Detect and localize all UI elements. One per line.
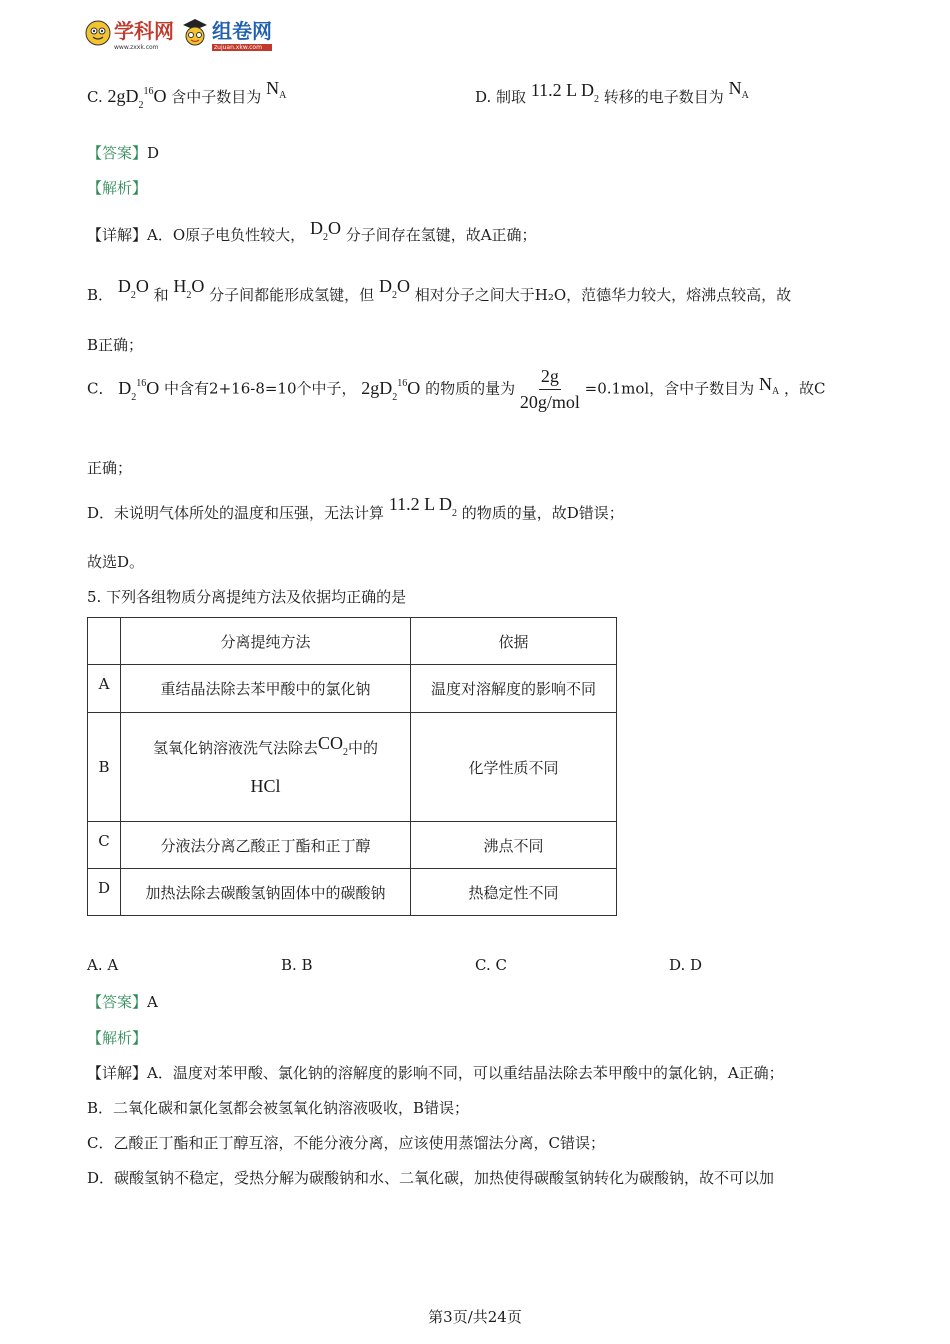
q4-detail-a-post: 分子间存在氢键，故A正确； [345,226,537,244]
q5-detail-a-text: A．温度对苯甲酸、氯化钠的溶解度的影响不同，可以重结晶法除去苯甲酸中的氯化钠，A正确； [147,1064,784,1082]
q4-analysis-tag: 【解析】 [87,179,148,197]
hcl-formula: HCl [250,776,281,796]
d2-volume-formula: 11.2 L $D_2$ [388,494,457,519]
table-header-cell: 分离提纯方法 [121,618,411,665]
fraction-numerator: 2g [539,366,561,390]
q4-option-d-label: D. 制取 [475,88,527,106]
table-header-cell [88,618,121,665]
q4-option-d-na: $N_A$ [728,78,749,101]
q4-detail-c-end: ，故C [783,379,826,398]
q4-option-c-label: C. [87,88,103,106]
row-method: 分液法分离乙酸正丁酯和正丁醇 [121,822,411,869]
answer-tag: 【答案】 [87,993,148,1011]
row-label: B [88,713,121,822]
q5-detail-d: D．碳酸氢钠不稳定，受热分解为碳酸钠和水、二氧化碳，加热使得碳酸氢钠转化为碳酸钠，故不可以加 [87,1169,775,1187]
logo2-url: zujuan.xkw.com [212,44,272,51]
q4-detail-b-post: 相对分子之间大于H₂O，范德华力较大，熔沸点较高，故 [414,286,792,304]
q4-option-c [87,78,287,111]
table-row [88,869,617,916]
mass-formula: $2gD_2^{16}O$ [361,377,421,403]
q5-option-c: C. C [475,956,507,974]
table-header-cell: 依据 [411,618,617,665]
table-header-row [88,618,617,665]
logo-mascot-icon [180,17,210,49]
page-number: 第3页/共24页 [428,1308,522,1326]
d2o-formula: $D_2O$ [117,276,149,301]
row-basis: 热稳定性不同 [411,869,617,916]
table-row [88,822,617,869]
h2o-formula: $H_2O$ [173,276,205,301]
row-method-post: 中的 [348,739,379,757]
answer-value: A [147,993,158,1011]
logo1-text: 学科网 [114,19,174,43]
q5-option-a: A. A [87,956,119,974]
header-logo [85,14,272,52]
row-method: 加热法除去碳酸氢钠固体中的碳酸钠 [121,869,411,916]
row-basis: 温度对溶解度的影响不同 [411,665,617,713]
co2-formula: $CO_2$ [317,733,348,758]
q5-detail-a [87,1062,784,1083]
q4-detail-a [87,218,537,245]
d2o-formula: $D_2O$ [378,276,410,301]
q4-detail-b-and: 和 [153,286,169,304]
row-label: D [88,869,121,916]
q4-option-c-text: 含中子数目为 [171,88,262,106]
row-basis: 沸点不同 [411,822,617,869]
row-label: A [88,665,121,713]
q4-answer [87,142,159,163]
q4-option-d [475,78,749,107]
na-symbol: $N_A$ [758,373,780,397]
fraction-denominator: 20g/mol [519,392,580,412]
detail-tag: 【详解】 [87,1064,148,1082]
q4-detail-c-post: =0.1mol，含中子数目为 [584,379,755,398]
q5-option-d: D. D [669,956,703,974]
table-row [88,665,617,713]
q4-detail-d-pre: D．未说明气体所处的温度和压强，无法计算 [87,504,385,522]
detail-tag: 【详解】 [87,226,148,244]
logo-smiley-icon [85,20,111,46]
logo2-text: 组卷网 [212,19,272,43]
q4-detail-d-post: 的物质的量，故D错误； [461,504,624,522]
q4-detail-b-line2: B正确； [87,336,144,354]
row-label: C [88,822,121,869]
q4-option-d-text: 转移的电子数目为 [603,88,724,106]
q4-detail-a-pre: A．O原子电负性较大， [147,226,306,244]
q5-option-b: B. B [281,956,313,974]
q4-detail-c-label: C． [87,379,114,398]
q5-stem: 5. 下列各组物质分离提纯方法及依据均正确的是 [87,588,407,606]
q5-detail-c: C．乙酸正丁酯和正丁醇互溶，不能分液分离，应该使用蒸馏法分离，C错误； [87,1134,605,1152]
q4-option-c-formula: $2gD_2^{16}O$ [107,86,167,111]
q4-conclusion: 故选D。 [87,553,145,571]
row-method [121,713,411,822]
q4-detail-b [87,276,792,305]
q4-detail-c-mid1: 中含有2+16-8=10个中子， [164,379,357,398]
q4-detail-c-mid2: 的物质的量为 [425,379,516,398]
q5-analysis-tag: 【解析】 [87,1029,148,1047]
table-row [88,713,617,822]
answer-tag: 【答案】 [87,144,148,162]
q5-answer [87,991,158,1012]
answer-value: D [147,144,160,162]
row-method-pre: 氢氧化钠溶液洗气法除去 [152,739,318,757]
q4-option-c-na: $N_A$ [266,78,287,101]
mole-fraction [520,366,580,413]
q5-detail-b: B．二氧化碳和氯化氢都会被氢氧化钠溶液吸收，B错误； [87,1099,470,1117]
row-basis: 化学性质不同 [411,713,617,822]
q4-detail-b-label: B． [87,286,114,304]
separation-table [87,617,617,916]
logo1-url: www.zxxk.com [114,44,159,51]
q4-detail-b-mid: 分子间都能形成氢键，但 [209,286,375,304]
q4-option-d-formula: 11.2 L $D_2$ [530,80,599,105]
d2o-formula: $D_2O$ [309,218,341,243]
q4-detail-c [87,366,825,413]
d2-16o-formula: $D_2^{16}O$ [118,377,160,403]
q4-detail-c-line2: 正确； [87,459,133,477]
q4-detail-d [87,494,624,523]
row-method: 重结晶法除去苯甲酸中的氯化钠 [121,665,411,713]
